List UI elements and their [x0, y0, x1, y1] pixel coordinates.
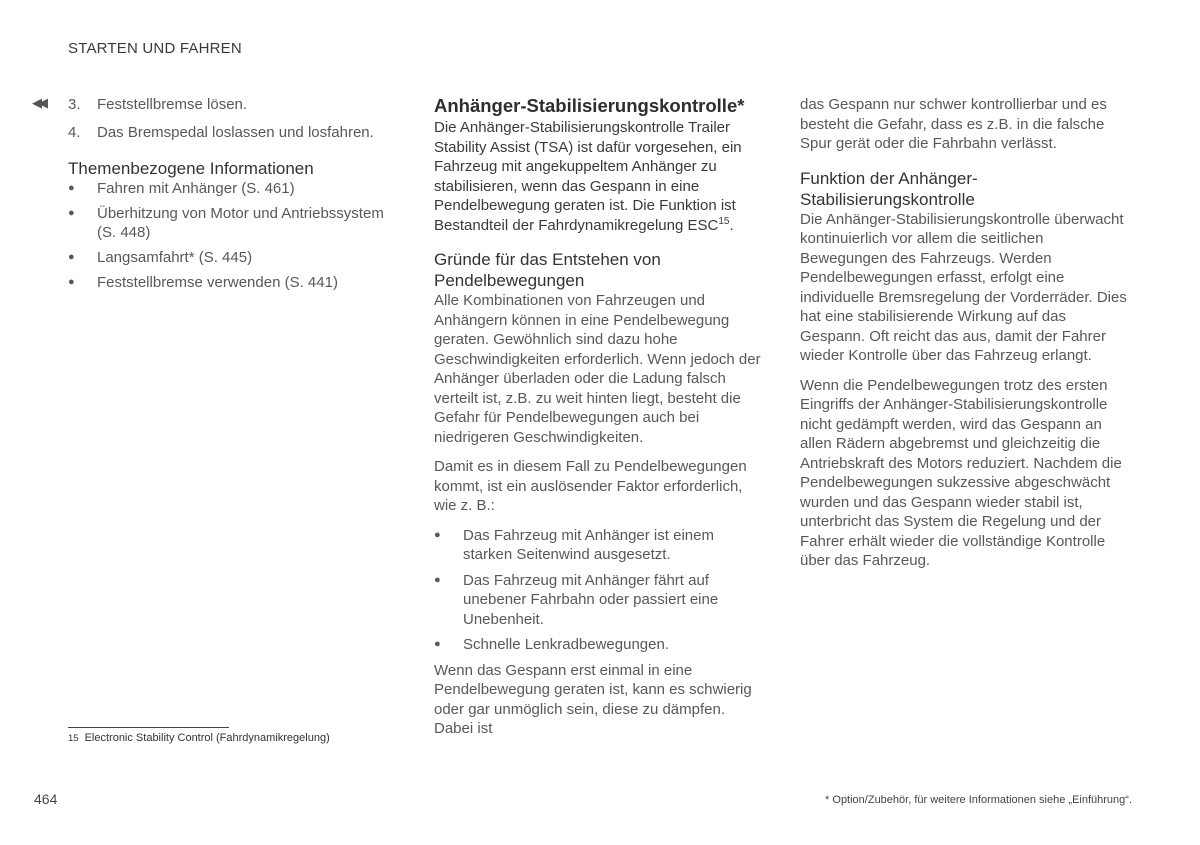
page-number: 464: [34, 791, 58, 807]
intro-end: .: [729, 216, 734, 234]
list-item: [434, 526, 764, 565]
sub-heading-line: Funktion der Anhänger-: [800, 168, 978, 188]
sub-heading-line: Gründe für das Entstehen von: [434, 250, 661, 269]
related-link[interactable]: [68, 204, 403, 243]
related-link[interactable]: [68, 179, 403, 199]
trigger-list: [434, 526, 764, 655]
list-item-text: Das Fahrzeug mit Anhänger fährt auf unebener Fahrbahn oder passiert eine Unebenheit.: [463, 571, 719, 628]
related-link-text[interactable]: Feststellbremse verwenden (S. 441): [97, 274, 338, 291]
back-arrow-icon[interactable]: ◀◀: [32, 95, 44, 110]
list-item-text: Schnelle Lenkradbewegungen.: [463, 636, 669, 653]
related-links-list: [68, 179, 403, 293]
footnote-number: 15: [68, 733, 79, 744]
sub-heading: [434, 249, 764, 291]
section-title: Anhänger-Stabilisierungskontrolle*: [434, 95, 745, 116]
step-item: [68, 95, 403, 115]
step-text: Feststellbremse lösen.: [97, 96, 248, 113]
paragraph: Wenn das Gespann erst einmal in eine Pendelbewegung geraten ist, kann es schwierig oder gar unmöglich sein, diese zu dämpfen. Dabei ist: [434, 661, 752, 737]
step-text: Das Bremspedal loslassen und losfahren.: [97, 124, 374, 141]
column-right: [800, 95, 1130, 581]
option-note: * Option/Zubehör, für weitere Informationen siehe „Einführung“.: [825, 794, 1132, 806]
footnote-divider: [68, 727, 229, 728]
list-item-text: Das Fahrzeug mit Anhänger ist einem starken Seitenwind ausgesetzt.: [463, 526, 714, 563]
paragraph: Die Anhänger-Stabilisierungskontrolle überwacht kontinuierlich vor allem die seitlichen Bewegungen des Fahrzeugs. Werden Pendelbewegungen erfasst, erfolgt eine individuelle Bremsregelung der Vorderräder. Dies hat eine stabilisierende Wirkung auf das Gespann. Oft reicht das aus, damit der Fahrer wieder Kontrolle über das Fahrzeug erlangt.: [800, 210, 1127, 364]
footnote-text: Electronic Stability Control (Fahrdynamikregelung): [84, 732, 330, 744]
related-link-text[interactable]: Fahren mit Anhänger (S. 461): [97, 179, 295, 197]
related-link[interactable]: [68, 248, 403, 268]
bullet-icon: ●: [68, 251, 75, 263]
bullet-icon: ●: [68, 276, 75, 288]
related-link[interactable]: [68, 273, 403, 293]
sub-heading-line: Pendelbewegungen: [434, 271, 585, 290]
list-item: [434, 571, 764, 630]
bullet-icon: ●: [434, 528, 441, 541]
paragraph: Damit es in diesem Fall zu Pendelbewegungen kommt, ist ein auslösender Faktor erforderlich, wie z. B.:: [434, 458, 747, 514]
intro-paragraph: [434, 118, 764, 235]
related-info-heading: Themenbezogene Informationen: [68, 158, 314, 178]
sub-heading-line: Stabilisierungskontrolle: [800, 189, 975, 209]
step-number: 4.: [68, 124, 81, 141]
bullet-icon: ●: [68, 206, 75, 219]
step-number: 3.: [68, 96, 81, 113]
bullet-icon: ●: [68, 181, 75, 194]
related-link-text[interactable]: Langsamfahrt* (S. 445): [97, 249, 253, 266]
column-left: [68, 95, 403, 298]
bullet-icon: ●: [434, 638, 441, 650]
paragraph: das Gespann nur schwer kontrollierbar und es besteht die Gefahr, dass es z.B. in die falsche Spur gerät oder die Fahrbahn verlässt.: [800, 96, 1107, 152]
footnote-ref[interactable]: 15: [718, 215, 730, 227]
related-link-text[interactable]: Überhitzung von Motor und Antriebssystem (S. 448): [97, 204, 384, 241]
section-header: STARTEN UND FAHREN: [68, 40, 242, 57]
sub-heading: [800, 168, 1130, 210]
paragraph: Wenn die Pendelbewegungen trotz des ersten Eingriffs der Anhänger-Stabilisierungskontrolle nicht gedämpft werden, wird das Gespann an allen Rädern abgebremst und gleichzeitig die Antriebskraft des Motors reduziert. Nachdem die Pendelbewegungen sukzessive abgeschwächt wurden und das Gespann wieder stabil ist, unterbricht das System die Regelung und der Fahrer erhält wieder die vollständige Kontrolle über das Fahrzeug.: [800, 376, 1122, 569]
column-middle: [434, 95, 764, 749]
step-item: [68, 123, 403, 143]
intro-text: Die Anhänger-Stabilisierungskontrolle Trailer Stability Assist (TSA) ist dafür vorgesehen, ein Fahrzeug mit angekuppeltem Anhänger zu stabilisieren, wenn das Gespann in eine Pendelbewegung geraten ist. Die Funktion ist Bestandteil der Fahrdynamikregelung ESC: [434, 119, 742, 234]
list-item: [434, 635, 764, 655]
footnote: [68, 732, 330, 744]
bullet-icon: ●: [434, 573, 441, 586]
paragraph: Alle Kombinationen von Fahrzeugen und Anhängern können in eine Pendelbewegung geraten. Gewöhnlich sind dazu hohe Geschwindigkeiten erforderlich. Wenn jedoch der Anhänger überladen oder die Ladung falsch verteilt ist, z.B. zu weit hinten liegt, besteht die Gefahr für Pendelbewegungen auch bei niedrigeren Geschwindigkeiten.: [434, 292, 761, 446]
